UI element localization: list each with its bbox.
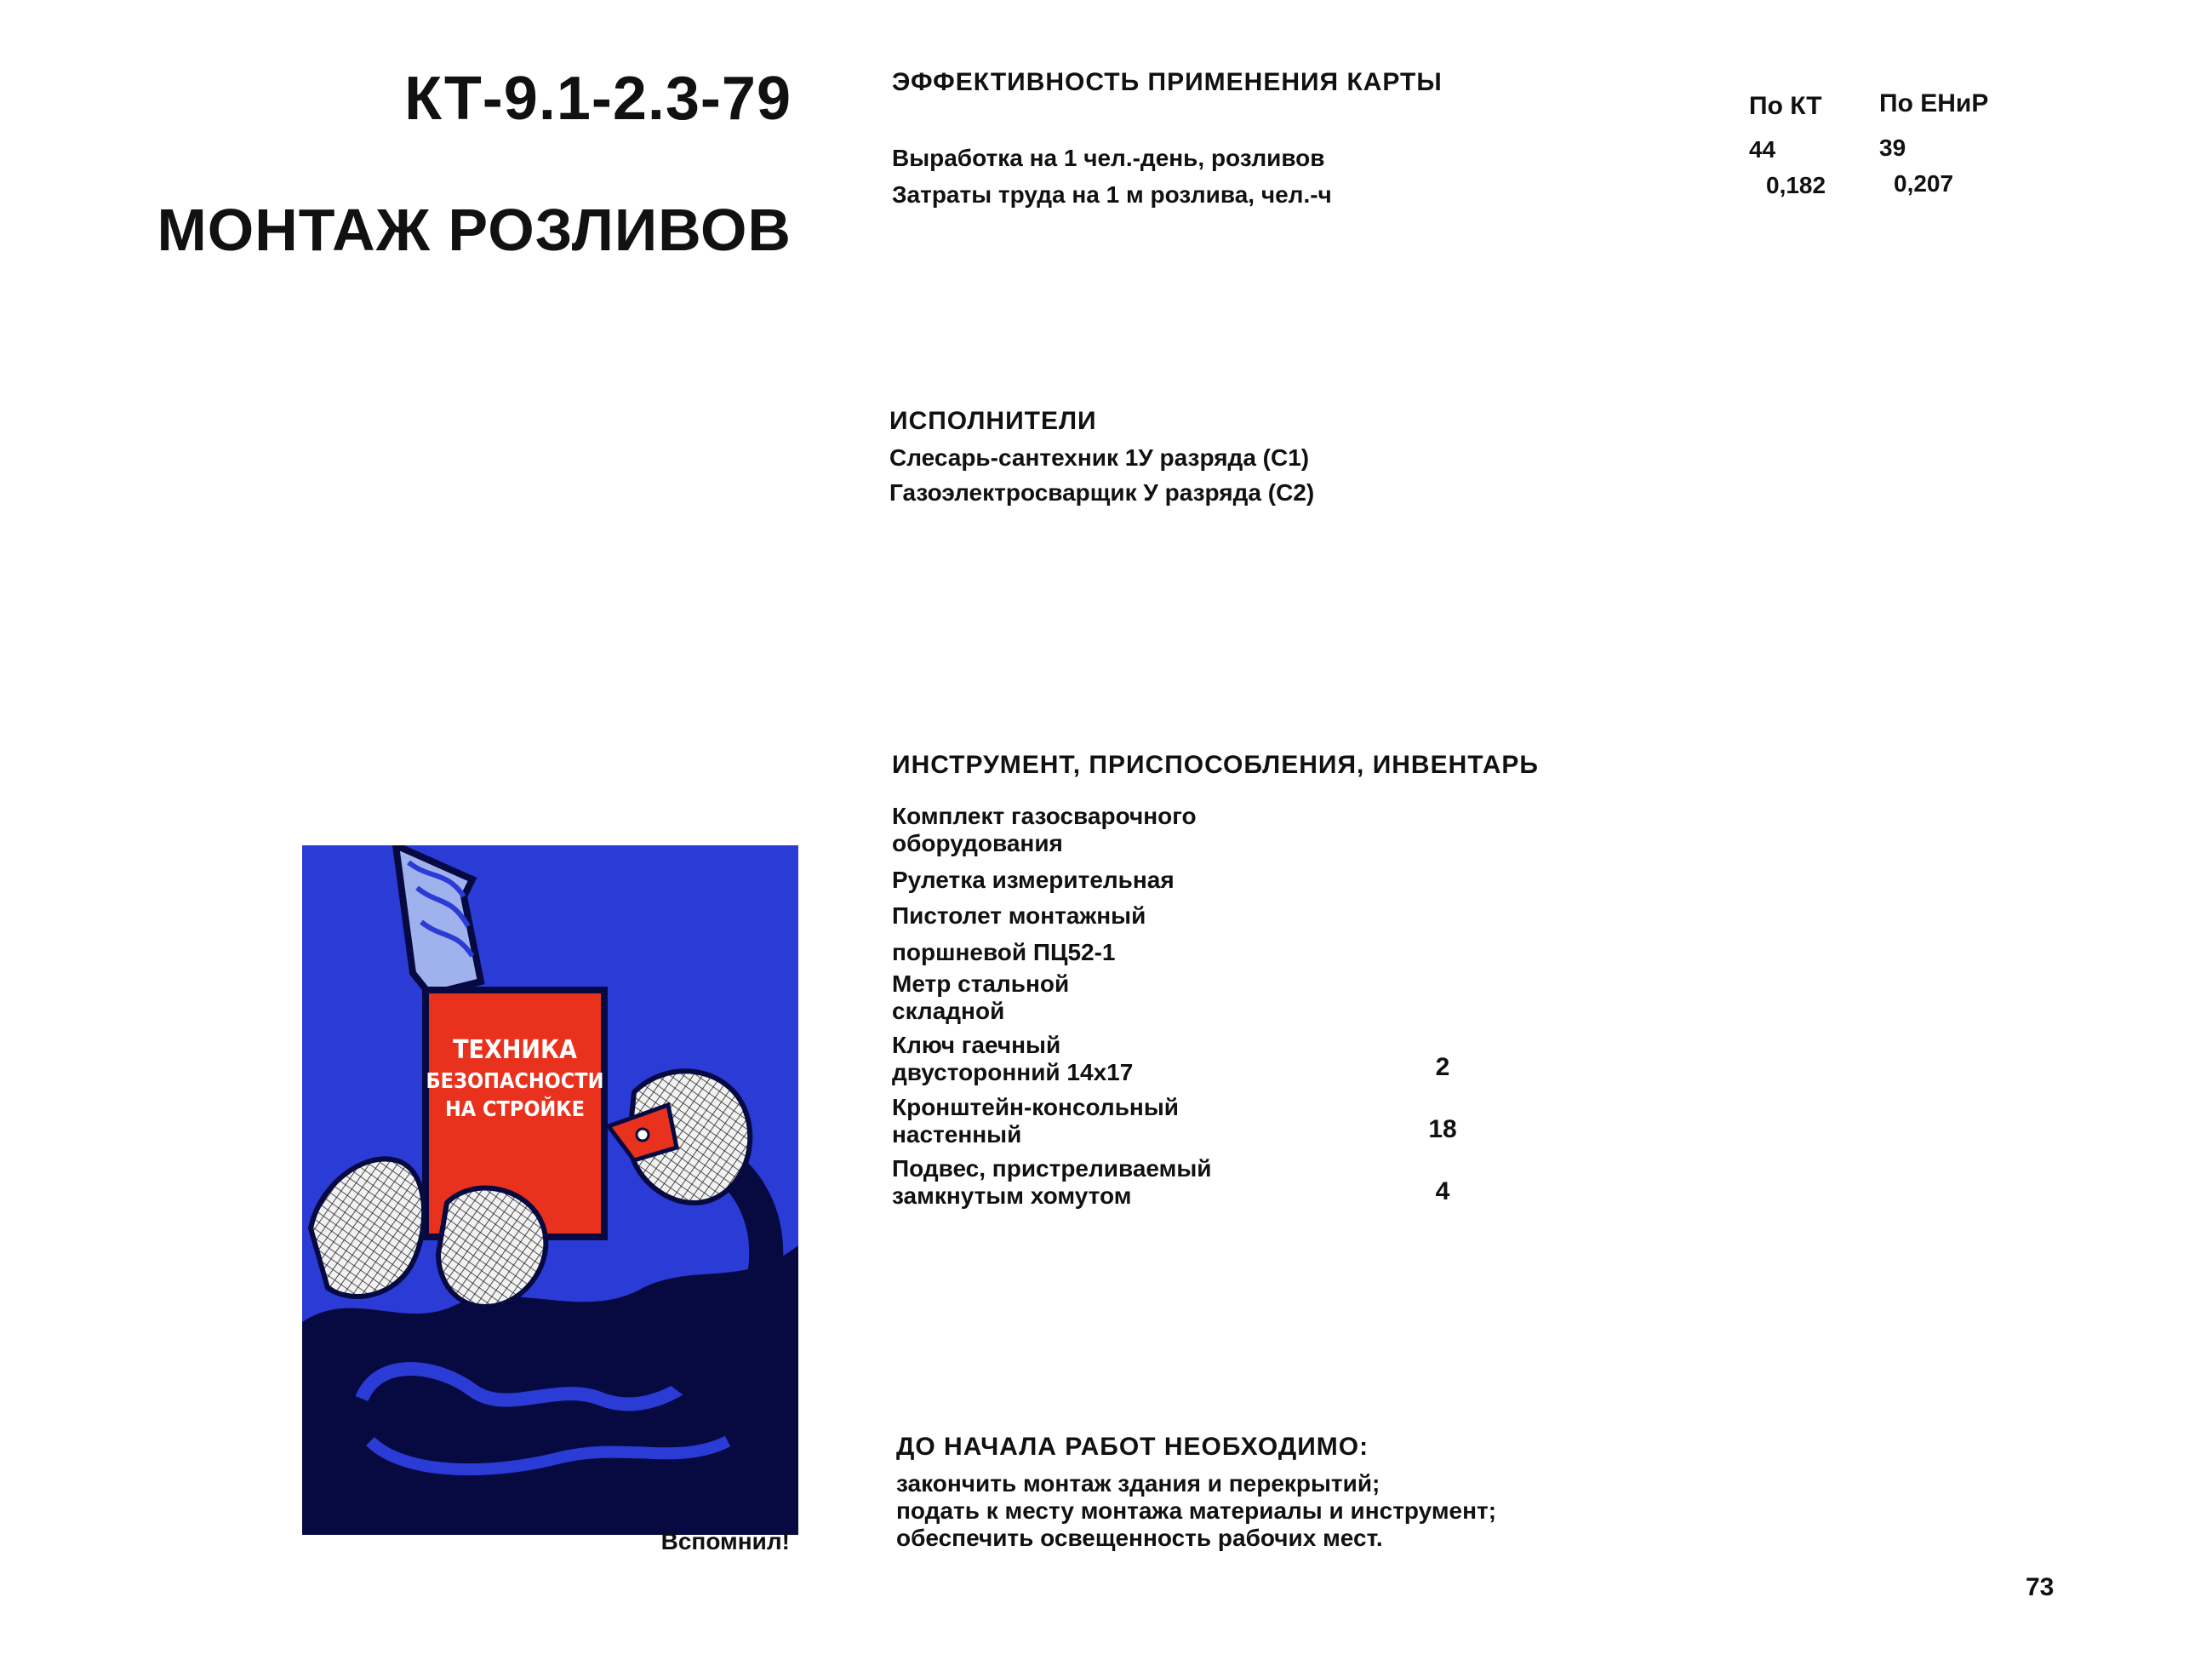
worker-eye xyxy=(637,1129,649,1141)
efficiency-row-label: Затраты труда на 1 м розлива, чел.-ч xyxy=(892,181,1332,208)
efficiency-heading: ЭФФЕКТИВНОСТЬ ПРИМЕНЕНИЯ КАРТЫ xyxy=(892,68,1443,96)
poster-caption: Вспомнил! xyxy=(660,1528,790,1554)
performers-list xyxy=(889,441,1314,510)
tool-item: Ключ гаечный двусторонний 14х17 xyxy=(892,1032,1134,1086)
tool-item: Метр стальной складной xyxy=(892,970,1070,1025)
efficiency-row-kt: 0,182 xyxy=(1766,172,1826,198)
tool-item: Подвес, пристреливаемый замкнутым хомутом xyxy=(892,1155,1212,1210)
prerequisite-item: обеспечить освещенность рабочих мест. xyxy=(896,1525,1383,1552)
efficiency-row-kt: 44 xyxy=(1749,136,1776,163)
document-code: КТ-9.1-2.3-79 xyxy=(404,65,792,133)
document-title: МОНТАЖ РОЗЛИВОВ xyxy=(157,197,792,263)
safety-poster-illustration xyxy=(302,845,798,1535)
efficiency-row-enir: 39 xyxy=(1879,135,1906,161)
prerequisite-item: закончить монтаж здания и перекрытий; xyxy=(896,1470,1380,1497)
book-title-line2: БЕЗОПАСНОСТИ xyxy=(426,1068,604,1093)
tool-quantity: 4 xyxy=(1435,1177,1450,1205)
book-title-line3: НА СТРОЙКЕ xyxy=(444,1096,586,1121)
safety-poster xyxy=(302,845,798,1535)
tool-item: Комплект газосварочного оборудования xyxy=(892,803,1197,857)
tool-quantity: 2 xyxy=(1435,1053,1450,1081)
tool-item: Рулетка измерительная xyxy=(892,867,1175,893)
tools-heading: ИНСТРУМЕНТ, ПРИСПОСОБЛЕНИЯ, ИНВЕНТАРЬ xyxy=(892,751,1539,779)
tool-item: Пистолет монтажный xyxy=(892,902,1146,929)
efficiency-row-enir: 0,207 xyxy=(1894,170,1954,197)
tool-item: Кронштейн-консольный настенный xyxy=(892,1094,1179,1148)
efficiency-row-label: Выработка на 1 чел.-день, розливов xyxy=(892,145,1325,171)
book-title-line1: ТЕХНИКА xyxy=(453,1035,577,1065)
prerequisites-heading: ДО НАЧАЛА РАБОТ НЕОБХОДИМО: xyxy=(896,1433,1369,1461)
performers-heading: ИСПОЛНИТЕЛИ xyxy=(889,407,1097,435)
tool-item: поршневой ПЦ52-1 xyxy=(892,939,1116,965)
tool-quantity: 18 xyxy=(1428,1115,1457,1143)
column-header-kt: По КТ xyxy=(1749,92,1822,120)
page-number: 73 xyxy=(2026,1573,2055,1601)
prerequisite-item: подать к месту монтажа материалы и инструмент; xyxy=(896,1497,1497,1525)
column-header-enir: По ЕНиР xyxy=(1879,89,1989,117)
performer-item: Газоэлектросварщик У разряда (С2) xyxy=(889,478,1315,506)
performer-item: Слесарь-сантехник 1У разряда (С1) xyxy=(889,444,1310,471)
prerequisites-list xyxy=(896,1470,1496,1553)
